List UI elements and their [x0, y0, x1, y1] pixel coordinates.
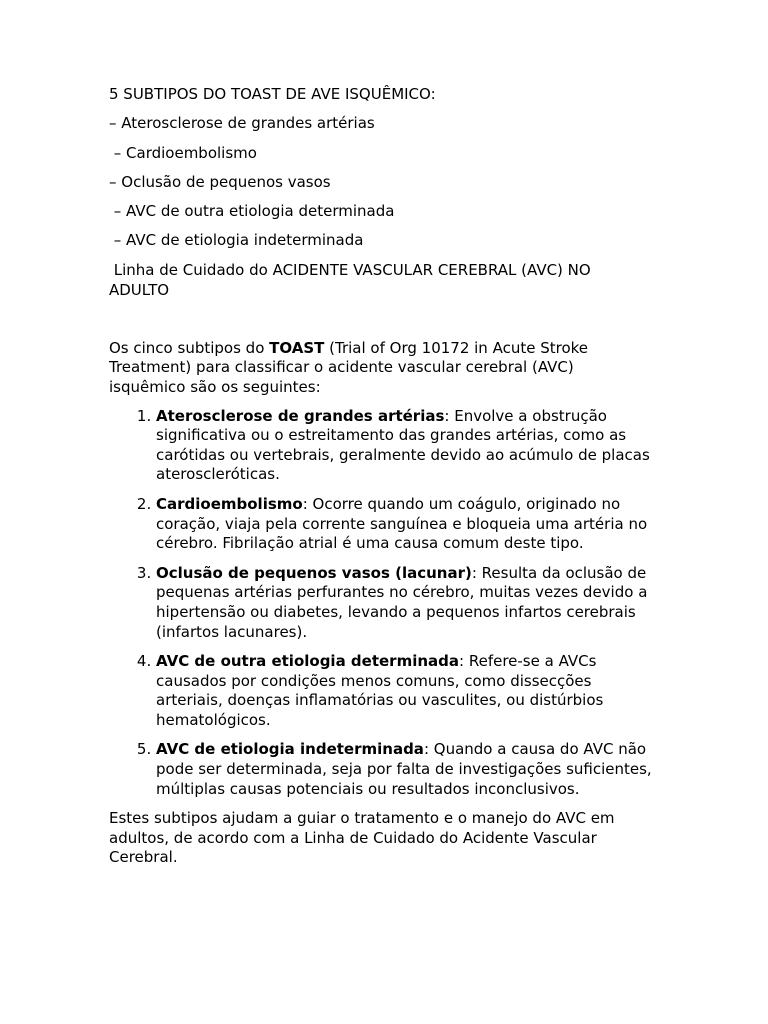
- intro-after: (Trial of Org 10172 in Acute Stroke Treatment) para classificar o acidente vascular cerebral (AVC) isquêmico são os seguintes:: [109, 338, 589, 396]
- bullet-line-3: – Oclusão de pequenos vasos: [109, 172, 331, 191]
- document-title: 5 SUBTIPOS DO TOAST DE AVE ISQUÊMICO:: [109, 85, 436, 103]
- list-item-1: [156, 407, 654, 485]
- list-item-text: : Envolve a obstrução significativa ou o estreitamento das grandes artérias, como as carótidas ou vertebrais, geralmente devido ao acúmulo de placas ateroscleróticas.: [156, 406, 650, 484]
- list-item-text: : Quando a causa do AVC não pode ser determinada, seja por falta de investigações suficientes, múltiplas causas potenciais ou resultados inconclusivos.: [156, 740, 652, 798]
- list-item-title: AVC de outra etiologia determinada: [156, 652, 460, 671]
- list-item-3: [156, 564, 654, 642]
- bullet-line-5: – AVC de etiologia indeterminada: [109, 231, 364, 250]
- list-item-title: Oclusão de pequenos vasos (lacunar): [156, 563, 472, 582]
- list-item-text: : Ocorre quando um coágulo, originado no coração, viaja pela corrente sanguínea e bloqueia uma artéria no cérebro. Fibrilação atrial é uma causa comum deste tipo.: [156, 494, 648, 553]
- guideline-line-2: ADULTO: [109, 280, 170, 299]
- guideline-line-1: Linha de Cuidado do ACIDENTE VASCULAR CEREBRAL (AVC) NO: [109, 260, 591, 279]
- subtype-list: [109, 407, 654, 800]
- paragraph-spacer: [109, 300, 654, 339]
- list-item-title: Cardioembolismo: [156, 494, 303, 513]
- list-item-title: AVC de etiologia indeterminada: [156, 740, 424, 759]
- intro-paragraph: [109, 339, 654, 398]
- closing-paragraph: Estes subtipos ajudam a guiar o tratamento e o manejo do AVC em adultos, de acordo com a Linha de Cuidado do Acidente Vascular Cerebral.: [109, 809, 615, 867]
- bullet-line-4: – AVC de outra etiologia determinada: [109, 202, 395, 221]
- list-item-2: [156, 495, 654, 554]
- intro-before: Os cinco subtipos do: [109, 338, 270, 357]
- list-item-text: : Resulta da oclusão de pequenas artérias perfurantes no cérebro, muitas vezes devido a hipertensão ou diabetes, levando a pequenos infartos cerebrais (infartos lacunares).: [156, 563, 648, 641]
- intro-bold-toast: TOAST: [269, 338, 325, 357]
- list-item-text: : Refere-se a AVCs causados por condições menos comuns, como dissecções arteriais, doenças inflamatórias ou vasculites, ou distúrbios hematológicos.: [156, 652, 604, 729]
- list-item-title: Aterosclerose de grandes artérias: [156, 406, 445, 425]
- list-item-4: [156, 652, 654, 730]
- document-page: [109, 84, 654, 868]
- bullet-line-2: – Cardioembolismo: [109, 143, 257, 162]
- bullet-line-1: – Aterosclerose de grandes artérias: [109, 114, 375, 133]
- list-item-5: [156, 740, 654, 799]
